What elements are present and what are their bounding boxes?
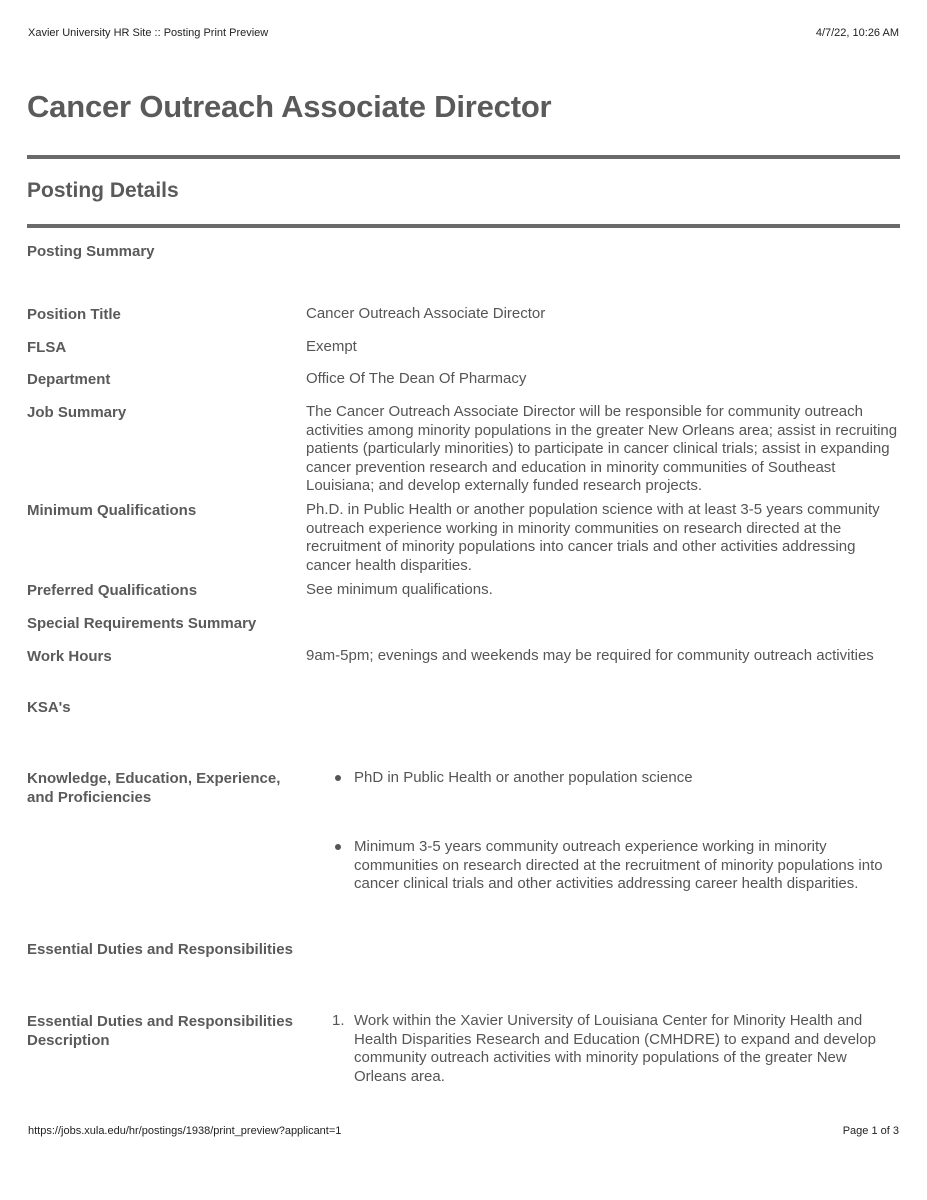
section-title: Posting Details: [27, 179, 179, 202]
job-summary-label: Job Summary: [27, 404, 127, 421]
bullet-marker: [335, 844, 341, 850]
knowledge-item: PhD in Public Health or another population science: [354, 769, 693, 786]
print-header-datetime: 4/7/22, 10:26 AM: [815, 27, 899, 39]
duty-number: 1.: [332, 1012, 345, 1029]
print-footer: [28, 1125, 899, 1137]
posting-summary-heading: Posting Summary: [27, 243, 155, 260]
duty-item: Work within the Xavier University of Louisiana Center for Minority Health and Health Disparities Research and Education (CMHDRE) to expand and develop community outreach activities with minority populations of the greater New Orleans area.: [354, 1012, 876, 1085]
ksa-heading: KSA's: [27, 699, 71, 716]
work-hours-value: 9am-5pm; evenings and weekends may be required for community outreach activities: [306, 647, 874, 664]
print-header: [28, 27, 899, 39]
position-title-value: Cancer Outreach Associate Director: [306, 305, 546, 322]
print-header-title: Xavier University HR Site :: Posting Print Preview: [28, 27, 269, 39]
work-hours-label: Work Hours: [27, 648, 112, 665]
preferred-qualifications-label: Preferred Qualifications: [27, 582, 198, 599]
position-title-label: Position Title: [27, 306, 121, 323]
min-qualifications-label: Minimum Qualifications: [27, 502, 197, 519]
department-label: Department: [27, 371, 111, 388]
print-footer-url: https://jobs.xula.edu/hr/postings/1938/print_preview?applicant=1: [28, 1125, 342, 1137]
page-title: Cancer Outreach Associate Director: [27, 89, 552, 124]
bullet-marker: [335, 775, 341, 781]
flsa-value: Exempt: [306, 338, 357, 355]
print-footer-page-number: Page 1 of 3: [842, 1125, 899, 1137]
essential-duties-heading: Essential Duties and Responsibilities: [27, 941, 293, 958]
preferred-qualifications-value: See minimum qualifications.: [306, 581, 493, 598]
min-qualifications-value: Ph.D. in Public Health or another population science with at least 3-5 years community outreach experience working in minority communities on research directed at the recruitment of minority populations into cancer trials and other activities addressing cancer health disparities.: [306, 501, 880, 574]
job-summary-value: The Cancer Outreach Associate Director will be responsible for community outreach activities among minority populations in the greater New Orleans area; assist in recruiting patients (particularly minorities) to participate in cancer clinical trials; assist in expanding cancer prevention research and education in minority communities of Southeast Louisiana; and develop externally funded research projects.: [306, 403, 898, 494]
flsa-label: FLSA: [27, 339, 67, 356]
department-value: Office Of The Dean Of Pharmacy: [306, 370, 527, 387]
special-requirements-label: Special Requirements Summary: [27, 615, 257, 632]
knowledge-item: Minimum 3-5 years community outreach experience working in minority communities on research directed at the recruitment of minority populations into cancer clinical trials and other activities addressing career health disparities.: [354, 838, 883, 892]
title-divider: [27, 155, 900, 159]
knowledge-label: Knowledge, Education, Experience, and Proficiencies: [27, 770, 281, 806]
section-divider: [27, 224, 900, 228]
duties-description-label: Essential Duties and Responsibilities Description: [27, 1013, 293, 1049]
